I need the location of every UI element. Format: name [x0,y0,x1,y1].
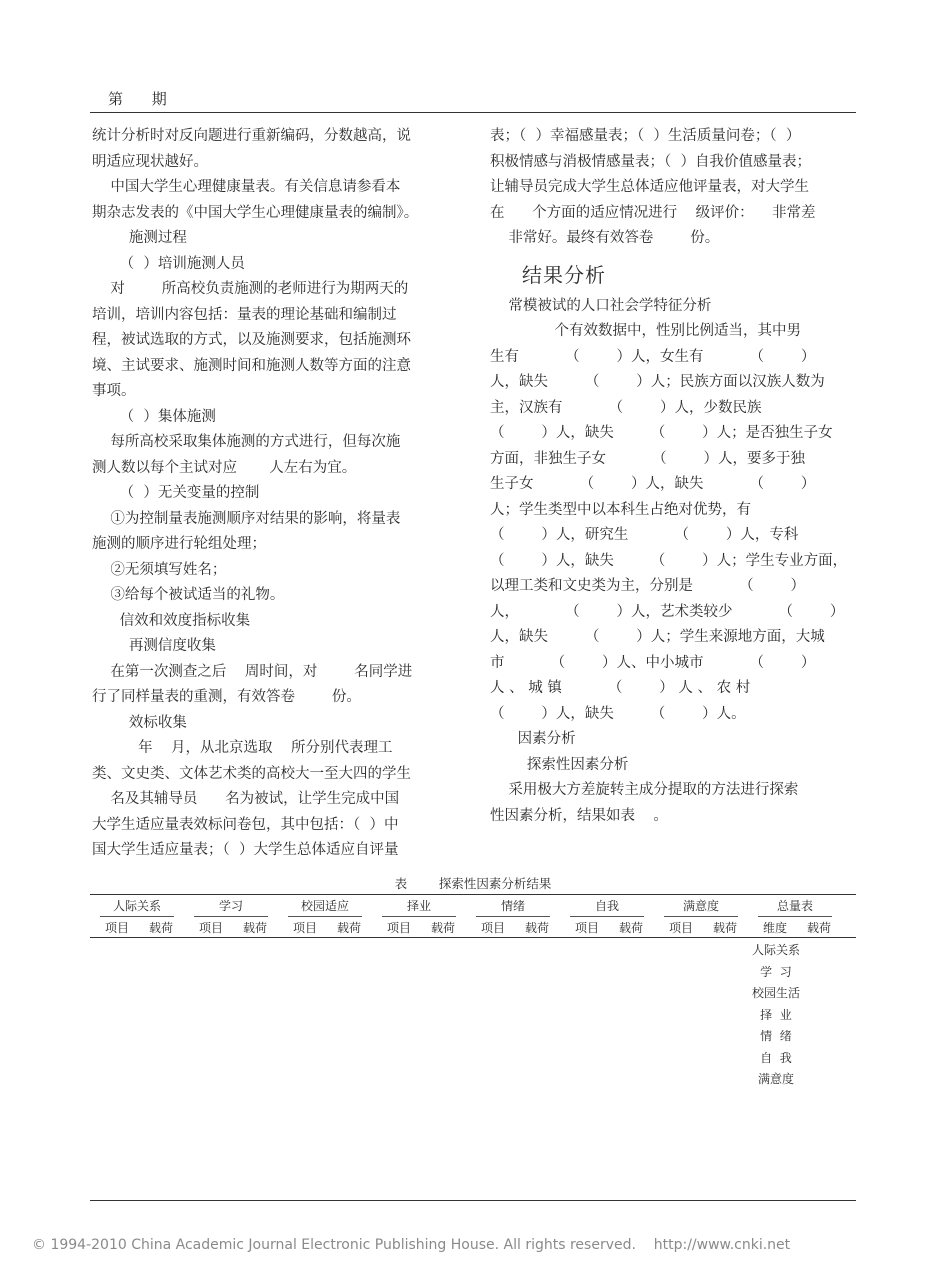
text-line: 探索性因素分析 [490,756,629,773]
text-line: （ ）培训施测人员 [92,255,245,272]
right-column-bottom [490,294,858,830]
text-line: 主，汉族有 （ ）人，少数民族 [490,399,762,416]
table-dimension-cell: 人际关系 [751,943,800,957]
text-line: 生有 （ ）人，女生有 （ ） [490,348,816,365]
table-subheader-loading: 载荷 [806,921,831,935]
table-subheader-loading: 载荷 [618,921,643,935]
text-line: 程，被试选取的方式，以及施测要求，包括施测环 [92,332,411,348]
table-subheader-item: 项目 [480,921,505,935]
text-line: 事项。 [92,383,136,399]
table-top-rule [90,894,856,895]
text-line: 人，缺失 （ ）人；民族方面以汉族人数为 [490,374,825,390]
table-group-rule [382,916,456,917]
table-group-rule [664,916,738,917]
text-line: 在 个方面的适应情况进行 级评价： 非常差 [490,204,816,221]
table-subheader-loading: 载荷 [524,921,549,935]
table-subheader-loading: 载荷 [336,921,361,935]
table-group-rule [476,916,550,917]
text-line: ③给每个被试适当的礼物。 [92,587,285,603]
table-group-rule [570,916,644,917]
table-subheader-item: 项目 [574,921,599,935]
table-dimension-cell: 学 习 [760,964,792,979]
text-line: 人，缺失 （ ）人；学生来源地方面，大城 [490,629,825,645]
right-column-top [490,124,858,252]
text-line: （ ）人，缺失 （ ）人；是否独生子女 [490,425,833,441]
header-rule [90,112,856,113]
table-group-header: 满意度 [682,899,719,913]
table-subheader-item: 项目 [198,921,223,935]
text-line: 效标收集 [92,714,187,731]
text-line: 常模被试的人口社会学特征分析 [490,297,712,314]
text-line: （ ）人，缺失 （ ）人。 [490,705,746,722]
table-subheader-item: 项目 [386,921,411,935]
text-line: 统计分析时对反向题进行重新编码，分数越高，说 [92,128,411,144]
text-line: 行了同样量表的重测，有效答卷 份。 [92,689,361,705]
text-line: 大学生适应量表效标问卷包，其中包括：（ ）中 [92,816,399,833]
text-line: 明适应现状越好。 [92,153,208,170]
text-line: 测人数以每个主试对应 人左右为宜。 [92,459,357,476]
text-line: （ ）人，缺失 （ ）人；学生专业方面， [490,552,848,569]
text-line: 培训，培训内容包括：量表的理论基础和编制过 [92,306,397,323]
text-line: 方面，非独生子女 （ ）人，要多于独 [490,450,805,467]
text-line: 表；（ ）幸福感量表；（ ）生活质量问卷；（ ） [490,128,801,144]
table-subheader-item: 项目 [104,921,129,935]
table-dimension-cell: 自 我 [760,1050,792,1065]
text-line: 性因素分析，结果如表 。 [490,807,668,824]
left-column [92,124,468,864]
table-subheader-loading: 载荷 [430,921,455,935]
text-line: 每所高校采取集体施测的方式进行，但每次施 [92,434,401,450]
text-line: 因素分析 [490,731,576,747]
table-group-header: 自我 [594,899,619,913]
text-line: 年 月，从北京选取 所分别代表理工 [92,740,393,756]
table-group-rule [758,916,832,917]
table-group-header: 学习 [218,899,243,913]
text-line: 施测的顺序进行轮组处理； [92,536,266,552]
table-dimension-cell: 满意度 [757,1072,794,1086]
text-line: 对 所高校负责施测的老师进行为期两天的 [92,281,409,297]
table-group-header: 人际关系 [112,899,161,913]
text-line: ②无须填写姓名； [92,561,227,578]
table-bottom-rule [90,1200,856,1201]
text-line: 生子女 （ ）人，缺失 （ ） [490,476,816,492]
page-header-title: 第 期 [108,90,179,108]
table-group-header: 校园适应 [300,899,349,913]
text-line: 人， （ ）人，艺术类较少 （ ） [490,603,845,620]
copyright-footer: © 1994-2010 China Academic Journal Electronic Publishing House. All rights reserved. http://www.cnki.net [32,1237,791,1253]
text-line: 信效和效度指标收集 [92,612,251,629]
text-line: 在第一次测查之后 周时间，对 名同学进 [92,663,413,680]
table-subheader-loading: 载荷 [148,921,173,935]
section-heading: 结果分析 [522,262,606,287]
text-line: 中国大学生心理健康量表。有关信息请参看本 [92,179,401,195]
table-dimension-cell: 情 绪 [760,1029,792,1043]
text-line: 市 （ ）人、中小城市 （ ） [490,654,816,671]
text-line: 施测过程 [92,230,187,246]
table-dimension-cell: 校园生活 [751,986,800,1000]
table-subheader-loading: 载荷 [242,921,267,935]
text-line: 采用极大方差旋转主成分提取的方法进行探索 [490,782,799,798]
text-line: 类、文史类、文体艺术类的高校大一至大四的学生 [92,765,411,782]
table-group-rule [288,916,362,917]
text-line: （ ）集体施测 [92,408,216,425]
table-subheader-loading: 载荷 [712,921,737,935]
text-line: 人 、 城 镇 （ ） 人 、 农 村 [490,680,751,696]
text-line: 以理工类和文史类为主，分别是 （ ） [490,578,805,594]
text-line: 国大学生适应量表；（ ）大学生总体适应自评量 [92,842,399,858]
table-subheader-item: 项目 [668,921,693,935]
text-line: 境、主试要求、施测时间和施测人数等方面的注意 [92,357,411,374]
text-line: （ ）人，研究生 （ ）人，专科 [490,527,799,543]
text-line: 再测信度收集 [92,638,216,654]
right-column [490,124,858,829]
table-subheader-dimension: 维度 [762,921,787,935]
table-group-header: 情绪 [500,899,525,913]
table-group-rule [194,916,268,917]
table-group-header: 总量表 [776,899,813,913]
table-header-rule [90,937,856,938]
table-subheader-item: 项目 [292,921,317,935]
text-line: （ ）无关变量的控制 [92,485,260,501]
text-line: 个有效数据中，性别比例适当，其中男 [490,323,802,339]
text-line: 期杂志发表的《中国大学生心理健康量表的编制》。 [92,204,419,221]
text-line: 让辅导员完成大学生总体适应他评量表，对大学生 [490,179,809,195]
table-dimension-cell: 择 业 [760,1007,792,1022]
table-group-rule [100,916,174,917]
text-line: 非常好。最终有效答卷 份。 [490,230,720,246]
text-line: 人；学生类型中以本科生占绝对优势，有 [490,501,751,518]
text-line: 名及其辅导员 名为被试，让学生完成中国 [92,791,400,807]
table-group-header: 择业 [406,899,431,913]
table-caption: 表 探索性因素分析结果 [394,876,552,891]
text-line: ①为控制量表施测顺序对结果的影响，将量表 [92,510,401,527]
text-line: 积极情感与消极情感量表；（ ）自我价值感量表； [490,153,811,170]
